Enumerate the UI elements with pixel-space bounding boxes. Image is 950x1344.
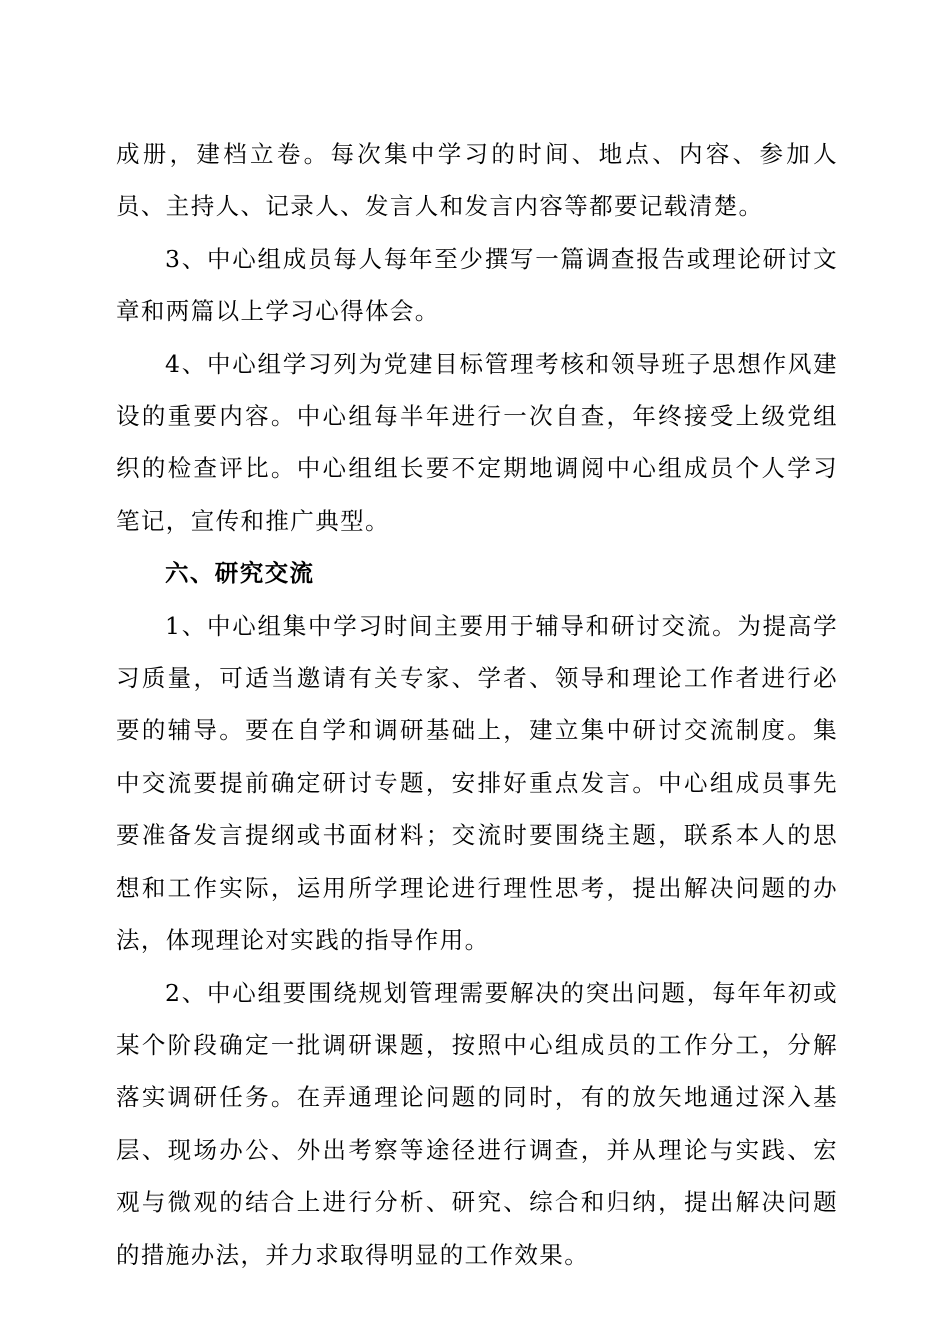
paragraph-item-2-research: 2、中心组要围绕规划管理需要解决的突出问题，每年年初或某个阶段确定一批调研课题，按照中心组成员的工作分工，分解落实调研任务。在弄通理论问题的同时，有的放矢地通过深入基层、现场办公、外出考察等途径进行调查，并从理论与实践、宏观与微观的结合上进行分析、研究、综合和归纳，提出解决问题的措施办法，并力求取得明显的工作效果。 (116, 978, 838, 1269)
section-heading-research-exchange: 六、研究交流 (165, 559, 315, 588)
paragraph-item-4-assessment: 4、中心组学习列为党建目标管理考核和领导班子思想作风建设的重要内容。中心组每半年进行一次自查，年终接受上级党组织的检查评比。中心组组长要不定期地调阅中心组成员个人学习笔记，宣传和推广典型。 (116, 349, 838, 535)
paragraph-item-3-reports: 3、中心组成员每人每年至少撰写一篇调查报告或理论研讨文章和两篇以上学习心得体会。 (116, 244, 838, 326)
document-body (116, 128, 838, 1281)
paragraph-item-1-exchange: 1、中心组集中学习时间主要用于辅导和研讨交流。为提高学习质量，可适当邀请有关专家、学者、领导和理论工作者进行必要的辅导。要在自学和调研基础上，建立集中研讨交流制度。集中交流要提前确定研讨专题，安排好重点发言。中心组成员事先要准备发言提纲或书面材料；交流时要围绕主题，联系本人的思想和工作实际，运用所学理论进行理性思考，提出解决问题的办法，体现理论对实践的指导作用。 (116, 611, 838, 955)
paragraph-records: 成册，建档立卷。每次集中学习的时间、地点、内容、参加人员、主持人、记录人、发言人和发言内容等都要记载清楚。 (116, 140, 838, 221)
